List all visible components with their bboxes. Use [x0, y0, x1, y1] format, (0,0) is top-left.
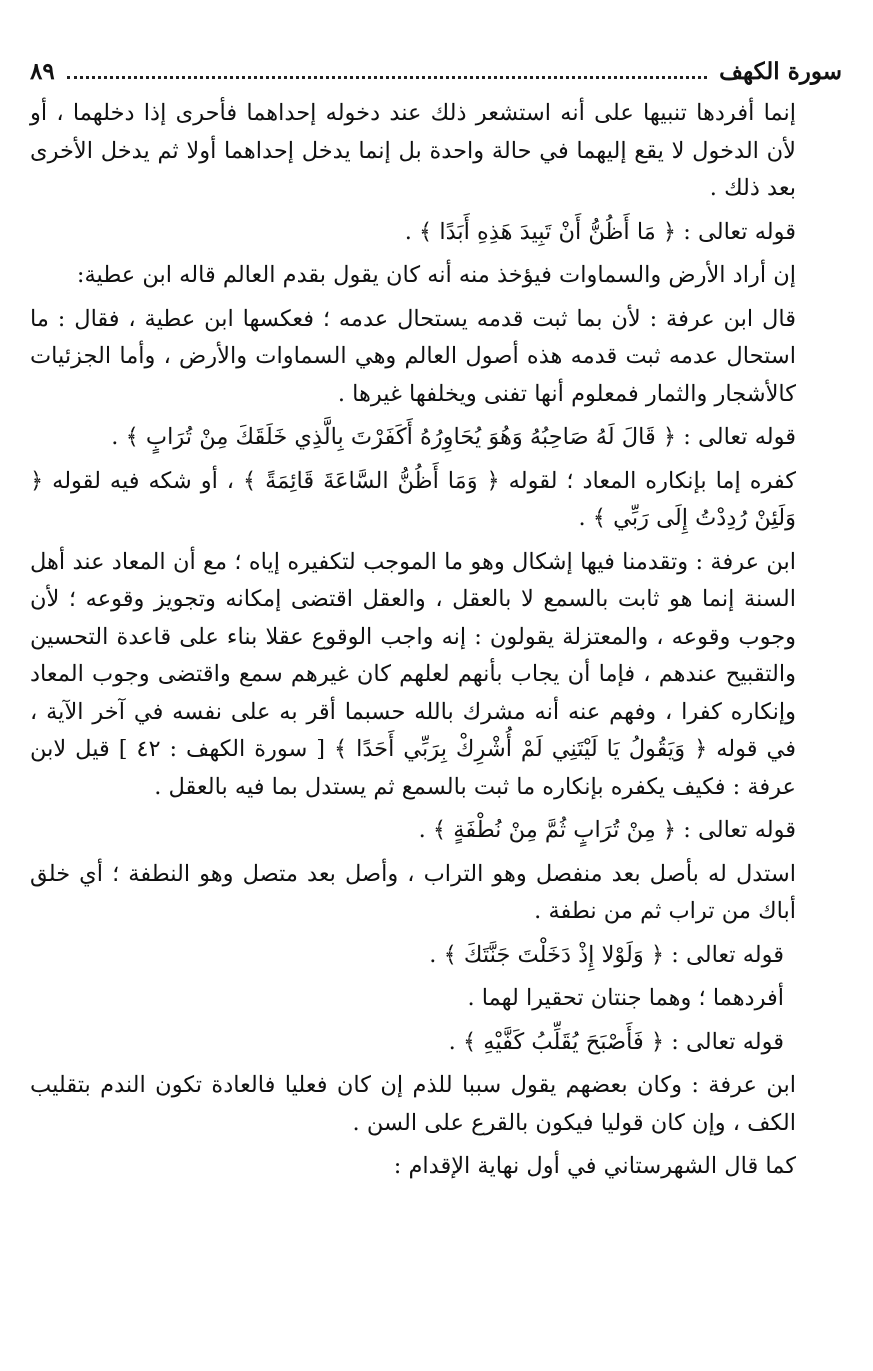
- page-number: ٨٩: [30, 58, 55, 85]
- book-page: [30, 55, 842, 1192]
- paragraph: أفردهما ؛ وهما جنتان تحقيرا لهما .: [467, 985, 784, 1011]
- paragraph: ابن عرفة : وتقدمنا فيها إشكال وهو ما الموجب لتكفيره إياه ؛ مع أن المعاد عند أهل السنة إنما هو ثابت بالسمع لا بالعقل ، والعقل اقتضى إمكانه وتجويز وقوعه ؛ لأن وجوب وقوعه ، والمعتزلة يقولون : إنه واجب الوقوع عقلا بناء على قاعدة التحسين والتقبيح عندهم ، فإما أن يجاب بأنهم لعلهم كان غيرهم سمع واقتضى وجوب المعاد وإنكاره كفرا ، وفهم عنه أنه مشرك بالله حسبما أقر به على نفسه في آخر الآية ، في قوله ﴿ وَيَقُولُ يَا لَيْتَنِي لَمْ أُشْرِكْ بِرَبِّي أَحَدًا ﴾ [ سورة الكهف : ٤٢ ] قيل لابن عرفة : فكيف يكفره بإنكاره ما ثبت بالسمع ثم يستدل بما فيه بالعقل .: [30, 548, 796, 800]
- header-dotted-leader: [67, 76, 707, 79]
- paragraph: كفره إما بإنكاره المعاد ؛ لقوله ﴿ وَمَا أَظُنُّ السَّاعَةَ قَائِمَةً ﴾ ، أو شكه فيه لقوله ﴿ وَلَئِنْ رُدِدْتُ إِلَى رَبِّي ﴾ .: [30, 467, 796, 531]
- paragraph: قوله تعالى : ﴿ وَلَوْلا إِذْ دَخَلْتَ جَنَّتَكَ ﴾ .: [429, 941, 784, 968]
- paragraph: ابن عرفة : وكان بعضهم يقول سببا للذم إن كان فعليا فالعادة تكون الندم بتقليب الكف ، وإن كان قوليا فيكون بالقرع على السن .: [30, 1072, 796, 1136]
- paragraph: قوله تعالى : ﴿ مَا أَظُنُّ أَنْ تَبِيدَ هَذِهِ أَبَدًا ﴾ .: [404, 218, 796, 245]
- page-body: [30, 95, 842, 1186]
- paragraph: إن أراد الأرض والسماوات فيؤخذ منه أنه كان يقول بقدم العالم قاله ابن عطية:: [76, 262, 796, 288]
- paragraph: كما قال الشهرستاني في أول نهاية الإقدام :: [393, 1153, 796, 1179]
- paragraph: قوله تعالى : ﴿ مِنْ تُرَابٍ ثُمَّ مِنْ نُطْفَةٍ ﴾ .: [418, 817, 796, 843]
- paragraph: استدل له بأصل بعد منفصل وهو التراب ، وأصل بعد متصل وهو النطفة ؛ أي خلق أباك من تراب ثم من نطفة .: [30, 860, 796, 924]
- paragraph: قال ابن عرفة : لأن بما ثبت قدمه يستحال عدمه ؛ فعكسها ابن عطية ، فقال : ما استحال عدمه ثبت قدمه هذه أصول العالم وهي السماوات والأرض ، وأما الجزئيات كالأشجار والثمار فمعلوم أنها تفنى ويخلفها غيرها .: [30, 305, 796, 407]
- paragraph: قوله تعالى : ﴿ فَأَصْبَحَ يُقَلِّبُ كَفَّيْهِ ﴾ .: [448, 1028, 784, 1055]
- page-header: [30, 55, 842, 89]
- surah-title: سورة الكهف: [719, 58, 842, 85]
- paragraph: إنما أفردها تنبيها على أنه استشعر ذلك عند دخوله إحداهما فأحرى إذا دخلهما ، أو لأن الدخول لا يقع إليهما في حالة واحدة بل إنما يدخل إحداهما أولا ثم يدخل الأخرى بعد ذلك .: [30, 100, 796, 201]
- paragraph: قوله تعالى : ﴿ قَالَ لَهُ صَاحِبُهُ وَهُوَ يُحَاوِرُهُ أَكَفَرْتَ بِالَّذِي خَلَقَكَ مِنْ تُرَابٍ ﴾ .: [111, 424, 796, 450]
